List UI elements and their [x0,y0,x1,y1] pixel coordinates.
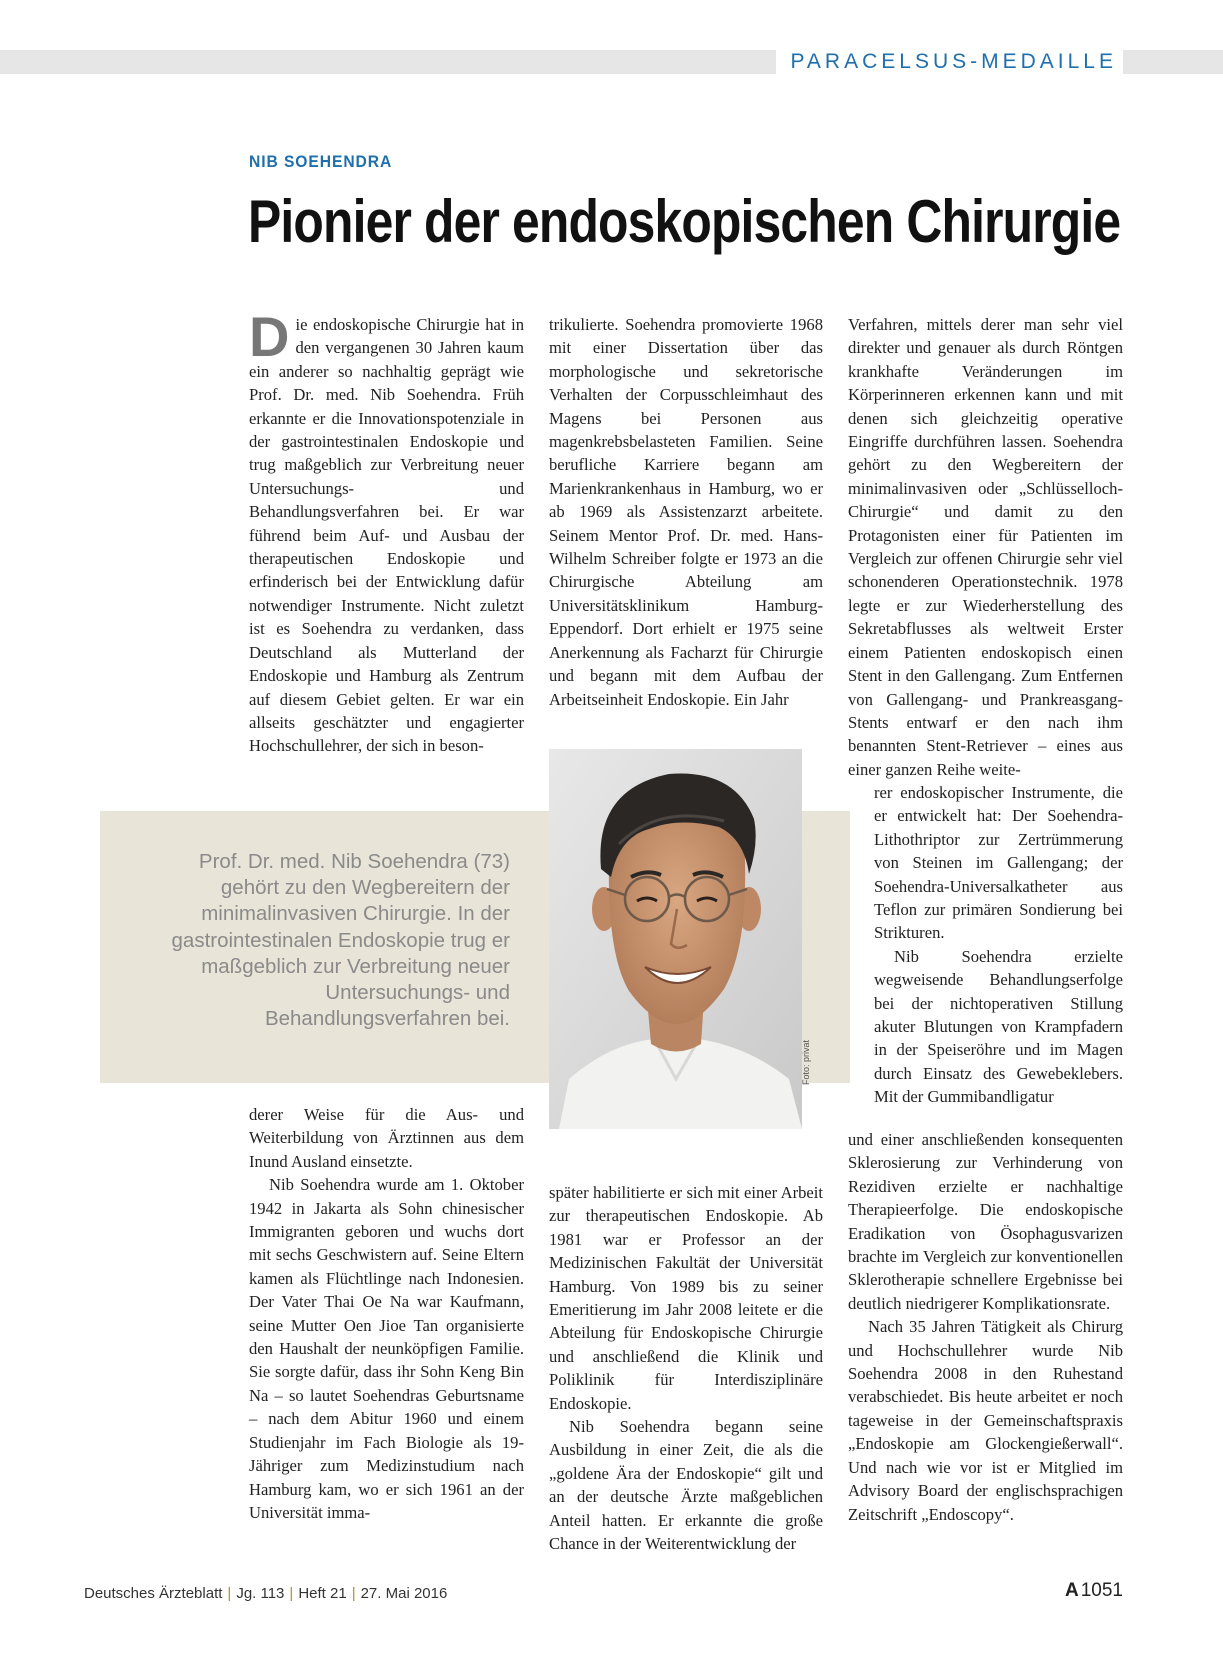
body-paragraph: Verfahren, mittels derer man sehr viel direkter und genauer als durch Röntgen krankhafte Veränderungen im Körperinneren erkennen kann und mit denen sich gleichzeitig operative Eingriffe durchführen lassen. Soehendra gehört zu den Wegbereitern der minimalinvasiven oder „Schlüsselloch-Chirurgie“ und damit zu den Protagonisten einer für Patienten im Vergleich zur offenen Chirurgie sehr viel schonenderen Operationstechnik. 1978 legte er zur Wiederherstellung des Sekretabflusses als weltweit Erster einem Patienten endoskopisch einen Stent in den Gallengang. Zum Entfernen von Gallengang- und Prankreasgang-Stents entwarf er den nach ihm benannten Stent-Retriever – eines aus einer ganzen Reihe weite- [848,315,1123,779]
photo-credit: Foto: privat [801,1039,811,1085]
footer-publication [84,1585,447,1602]
body-paragraph: ie endoskopische Chirurgie hat in den vergangenen 30 Jahren kaum ein anderer so nachhaltig geprägt wie Prof. Dr. med. Nib Soehendra. Früh erkannte er die Innovationspotenziale in der gastrointestinalen Endoskopie und trug maßgeblich zur Verbreitung neuer Untersuchungs- und Behandlungsverfahren bei. Er war führend beim Auf- und Ausbau der therapeutischen Endoskopie und erfinderisch bei der Entwicklung dafür notwendiger Instrumente. Nicht zuletzt ist es Soehendra zu verdanken, dass Deutschland als Mutterland der Endoskopie und Hamburg als Zentrum auf diesem Gebiet gelten. Er war ein allseits geschätzter und engagierter Hochschullehrer, der sich in beson- [249,315,524,756]
page-number-value: 1051 [1080,1580,1123,1601]
body-paragraph: später habilitierte er sich mit einer Arbeit zur therapeutischen Endoskopie. Ab 1981 war er Professor an der Medizinischen Fakultät der Universität Hamburg. Von 1989 bis zu seiner Emeritierung im Jahr 2008 leitete er die Abteilung für Endoskopische Chirurgie und anschließend die Klinik und Poliklinik für Interdisziplinäre Endoskopie. [549,1183,823,1413]
footer-date: 27. Mai 2016 [360,1585,448,1602]
section-label: PARACELSUS-MEDAILLE [776,49,1123,75]
footer-separator: | [351,1585,356,1602]
photo-caption: Prof. Dr. med. Nib Soehendra (73) gehört zu den Wegbereitern der minimalinvasiven Chirurgie. In der gastrointestinalen Endoskopie trug er maßgeblich zur Verbreitung neuer Untersuchungs- und Behandlungsverfahren bei. [171,850,510,1031]
body-paragraph: derer Weise für die Aus- und Weiterbildung von Ärztinnen aus dem Inund Ausland einsetzte. [249,1105,524,1171]
article-headline: Pionier der endoskopischen Chirurgie [248,188,1121,255]
article-column-3-top [848,313,1123,781]
article-kicker: NIB SOEHENDRA [249,152,393,171]
article-column-3-bottom [848,1128,1123,1526]
body-paragraph: trikulierte. Soehendra promovierte 1968 mit einer Dissertation über das morphologische und sekretorische Verhalten der Corpusschleimhaut des Magens bei Personen aus magenkrebsbelasteten Familien. Seine berufliche Karriere begann am Marienkrankenhaus in Hamburg, wo er ab 1969 als Assistenzarzt arbeitete. Seinem Mentor Prof. Dr. med. Hans-Wilhelm Schreiber folgte er 1973 an die Chirurgische Abteilung am Universitätsklinikum Hamburg-Eppendorf. Dort erhielt er 1975 seine Anerkennung als Facharzt für Chirurgie und begann mit dem Aufbau der Arbeitseinheit Endoskopie. Ein Jahr [549,315,823,709]
article-column-2-bottom [549,1181,823,1556]
article-column-1-top [249,305,524,758]
article-column-2-top [549,313,823,711]
body-paragraph: rer endoskopischer Instrumente, die er entwickelt hat: Der Soehendra-Lithothriptor zur Zertrümmerung von Steinen im Gallengang; der Soehendra-Universalkatheter aus Teflon zur primären Sondierung bei Strikturen. [874,783,1123,943]
body-paragraph: Nib Soehendra erzielte wegweisende Behandlungserfolge bei der nichtoperativen Stillung akuter Blutungen von Krampfadern in der Speiseröhre und im Magen durch Einsatz des Gewebeklebers. Mit der Gummibandligatur [874,946,1123,1107]
body-paragraph: und einer anschließenden konsequenten Sklerosierung zur Verhinderung von Rezidiven erzielte er nachhaltige Therapieerfolge. Die endoskopische Eradikation von Ösophagusvarizen brachte im Vergleich zur konventionellen Sklerotherapie schnellere Ergebnisse bei deutlich niedrigerer Komplikationsrate. [848,1130,1123,1313]
article-column-3-middle [874,781,1123,1109]
body-paragraph: Nib Soehendra begann seine Ausbildung in einer Zeit, die als die „goldene Ära der Endoskopie“ gilt und an der deutsche Ärzte maßgeblichen Anteil hatten. Er erkannte die große Chance in der Weiterentwicklung der [549,1417,823,1554]
page-number [1065,1580,1123,1602]
body-paragraph: Nach 35 Jahren Tätigkeit als Chirurg und Hochschullehrer wurde Nib Soehendra 2008 in den Ruhestand verabschiedet. Bis heute arbeitet er noch tageweise in der Gemeinschaftspraxis „Endoskopie am Glockengießerwall“. Und nach wie vor ist er Mitglied im Advisory Board der englischsprachigen Zeitschrift „Endoscopy“. [848,1317,1123,1524]
footer-journal: Deutsches Ärzteblatt [84,1585,223,1602]
footer-issue: Heft 21 [298,1585,347,1602]
drop-cap: D [249,305,290,368]
page-prefix: A [1064,1580,1079,1601]
footer-separator: | [289,1585,294,1602]
portrait-image [549,749,802,1129]
article-column-1-bottom [249,1103,524,1524]
portrait-photo [549,749,802,1129]
body-paragraph: Nib Soehendra wurde am 1. Oktober 1942 in Jakarta als Sohn chinesischer Immigranten geboren und wuchs dort mit sechs Geschwistern auf. Seine Eltern kamen als Flüchtlinge nach Indonesien. Der Vater Thai Oe Na war Kaufmann, seine Mutter Oen Jioe Tan organisierte den Haushalt der neunköpfigen Familie. Sie sorgte dafür, dass ihr Sohn Keng Bin Na – so lautet Soehendras Geburtsname – nach dem Abitur 1960 und einem Studienjahr im Fach Biologie als 19-Jähriger zum Medizinstudium nach Hamburg kam, wo er sich 1961 an der Universität imma- [249,1175,524,1522]
footer-separator: | [227,1585,232,1602]
footer-volume: Jg. 113 [236,1585,285,1602]
